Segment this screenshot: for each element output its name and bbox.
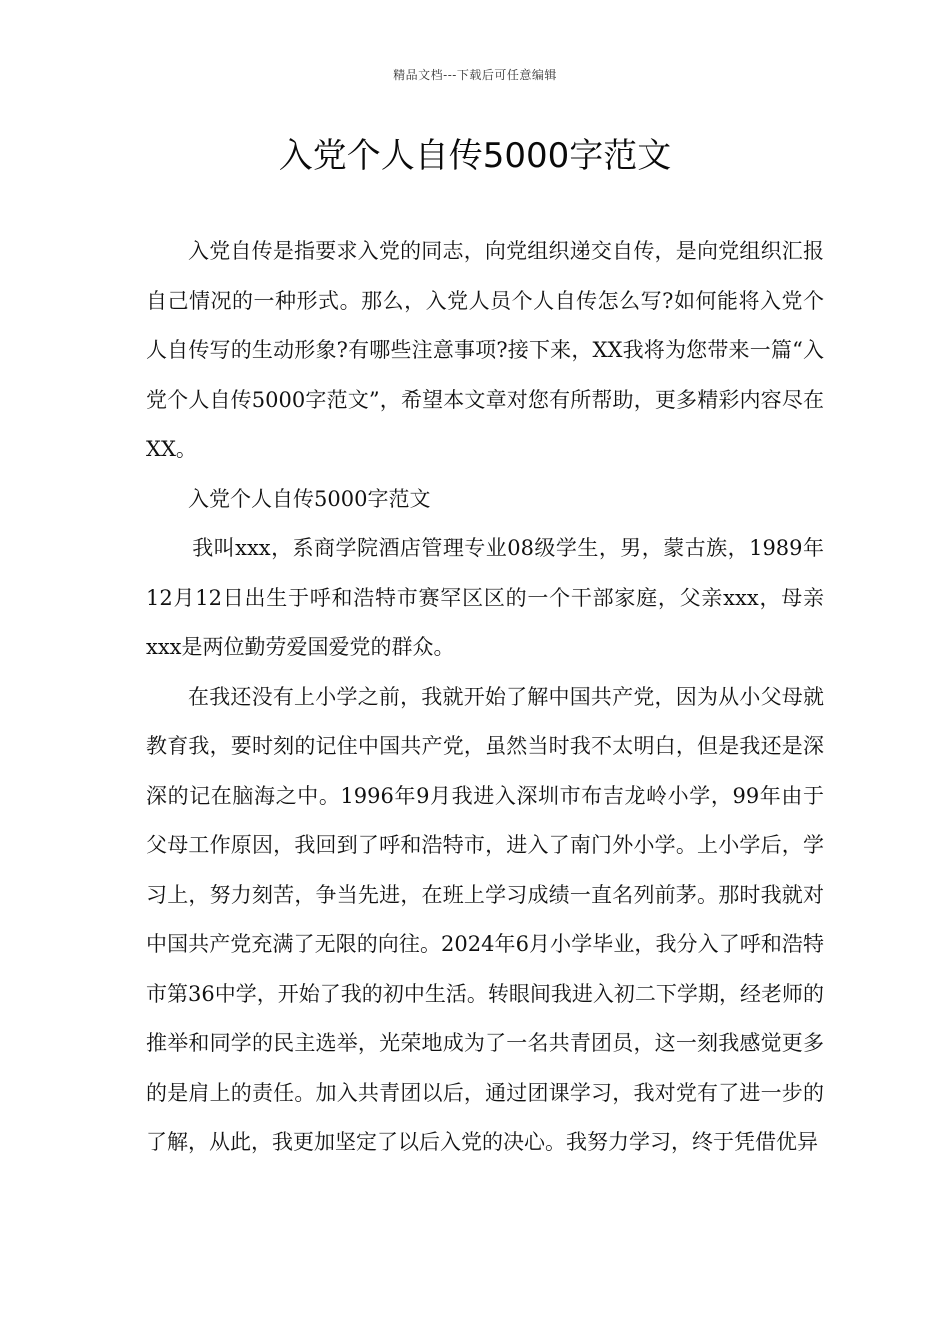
intro-paragraph: 入党自传是指要求入党的同志，向党组织递交自传，是向党组织汇报自己情况的一种形式。那么，入党人员个人自传怎么写?如何能将入党个人自传写的生动形象?有哪些注意事项?接下来，XX我将为您带来一篇“入党个人自传5000字范文”，希望本文章对您有所帮助，更多精彩内容尽在XX。 [146,239,824,461]
document-title: 入党个人自传5000字范文 [278,136,672,176]
document-body [146,227,824,1168]
body-paragraph: 我叫xxx，系商学院酒店管理专业08级学生，男，蒙古族，1989年12月12日出生于呼和浩特市赛罕区区的一个干部家庭，父亲xxx，母亲xxx是两位勤劳爱国爱党的群众。 [146,536,824,659]
body-paragraph: 在我还没有上小学之前，我就开始了解中国共产党，因为从小父母就教育我，要时刻的记住中国共产党，虽然当时我不太明白，但是我还是深深的记在脑海之中。1996年9月我进入深圳市布吉龙岭小学，99年由于父母工作原因，我回到了呼和浩特市，进入了南门外小学。上小学后，学习上，努力刻苦，争当先进，在班上学习成绩一直名列前茅。那时我就对中国共产党充满了无限的向往。2024年6月小学毕业，我分入了呼和浩特市第36中学，开始了我的初中生活。转眼间我进入初二下学期，经老师的推举和同学的民主选举，光荣地成为了一名共青团员，这一刻我感觉更多的是肩上的责任。加入共青团以后，通过团课学习，我对党有了进一步的了解，从此，我更加坚定了以后入党的决心。我努力学习，终于凭借优异 [146,684,824,1154]
header-note: 精品文档---下载后可任意编辑 [393,68,557,82]
section-heading: 入党个人自传5000字范文 [188,486,431,511]
